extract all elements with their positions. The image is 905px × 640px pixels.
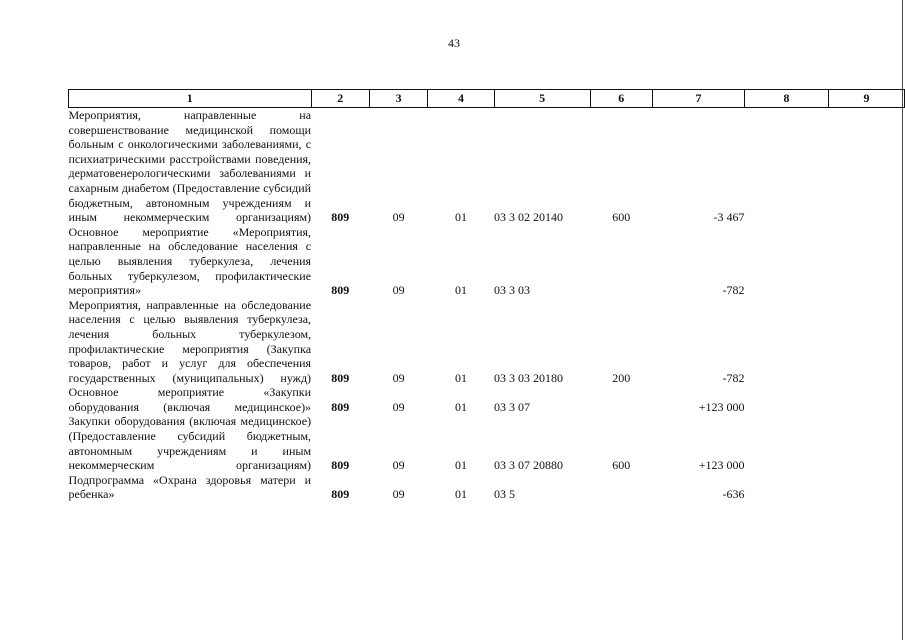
- row-description: Мероприятия, направленные на совершенствование медицинской помощи больным с онкологическими заболеваниями, с психиатрическими расстройствами поведения, дерматовенерологическими заболеваниями и сахарным диабетом (Предоставление субсидий бюджетным, автономным учреждениям и иным некоммерческим организациям): [68, 108, 312, 225]
- row-amount: -782: [722, 283, 745, 298]
- row-section: 09: [392, 458, 405, 473]
- header-col-2: 2: [311, 90, 369, 108]
- row-section: 09: [392, 370, 405, 385]
- table-row: [69, 473, 905, 502]
- row-subsection: 01: [454, 487, 467, 502]
- row-section: 09: [392, 210, 405, 225]
- row-col-8: [745, 225, 829, 298]
- row-col-9: [828, 225, 904, 298]
- row-expense-type: [590, 385, 652, 414]
- row-col-9: [828, 298, 904, 386]
- row-target-article: 03 3 02 20140: [494, 210, 564, 225]
- row-expense-type: 200: [612, 370, 631, 385]
- row-target-article: 03 3 03: [494, 283, 531, 298]
- row-description: Подпрограмма «Охрана здоровья матери и ребенка»: [68, 472, 312, 502]
- row-amount: -636: [722, 487, 745, 502]
- budget-table: [68, 89, 905, 502]
- table-row: [69, 414, 905, 472]
- table-row: [69, 108, 905, 225]
- row-target-article: 03 5: [494, 487, 516, 502]
- row-col-8: [745, 385, 829, 414]
- row-col-8: [745, 108, 829, 225]
- row-description: Основное мероприятие «Мероприятия, направленные на обследование населения с целью выявления туберкулеза, лечения больных туберкулезом, профилактические мероприятия»: [68, 224, 312, 298]
- row-subsection: 01: [454, 283, 467, 298]
- row-ministry-code: 809: [331, 283, 350, 298]
- row-description: Мероприятия, направленные на обследование населения с целью выявления туберкулеза, лечения больных туберкулезом, профилактические мероприятия (Закупка товаров, работ и услуг для обеспечения государственных (муниципальных) нужд): [68, 297, 312, 385]
- row-expense-type: [590, 473, 652, 502]
- row-subsection: 01: [454, 458, 467, 473]
- row-section: 09: [392, 399, 405, 414]
- header-col-1: 1: [69, 90, 312, 108]
- row-ministry-code: 809: [331, 210, 350, 225]
- row-section: 09: [392, 487, 405, 502]
- table-header-row: [69, 90, 905, 108]
- row-subsection: 01: [454, 370, 467, 385]
- page-number: 43: [448, 36, 460, 50]
- row-subsection: 01: [454, 210, 467, 225]
- row-col-8: [745, 298, 829, 386]
- header-col-3: 3: [369, 90, 427, 108]
- row-ministry-code: 809: [331, 487, 350, 502]
- header-col-4: 4: [428, 90, 494, 108]
- header-col-8: 8: [745, 90, 829, 108]
- row-ministry-code: 809: [331, 458, 350, 473]
- row-ministry-code: 809: [331, 370, 350, 385]
- table-row: [69, 225, 905, 298]
- row-ministry-code: 809: [331, 399, 350, 414]
- row-expense-type: 600: [612, 210, 631, 225]
- header-col-9: 9: [828, 90, 904, 108]
- header-col-6: 6: [590, 90, 652, 108]
- header-col-5: 5: [494, 90, 590, 108]
- table-row: [69, 385, 905, 414]
- row-target-article: 03 3 07 20880: [494, 458, 564, 473]
- row-expense-type: [590, 225, 652, 298]
- table-row: [69, 298, 905, 386]
- row-col-9: [828, 473, 904, 502]
- row-description: Закупки оборудования (включая медицинское) (Предоставление субсидий бюджетным, автономным учреждениям и иным некоммерческим организациям): [68, 414, 312, 473]
- row-expense-type: 600: [612, 458, 631, 473]
- row-target-article: 03 3 03 20180: [494, 370, 564, 385]
- row-amount: -782: [722, 370, 745, 385]
- row-subsection: 01: [454, 399, 467, 414]
- row-section: 09: [392, 283, 405, 298]
- row-amount: +123 000: [698, 399, 745, 414]
- row-amount: +123 000: [698, 458, 745, 473]
- row-amount: -3 467: [713, 210, 745, 225]
- row-col-9: [828, 385, 904, 414]
- row-col-9: [828, 108, 904, 225]
- row-description: Основное мероприятие «Закупки оборудования (включая медицинское)»: [68, 385, 312, 414]
- row-col-8: [745, 414, 829, 472]
- row-target-article: 03 3 07: [494, 399, 531, 414]
- row-col-8: [745, 473, 829, 502]
- row-col-9: [828, 414, 904, 472]
- header-col-7: 7: [652, 90, 744, 108]
